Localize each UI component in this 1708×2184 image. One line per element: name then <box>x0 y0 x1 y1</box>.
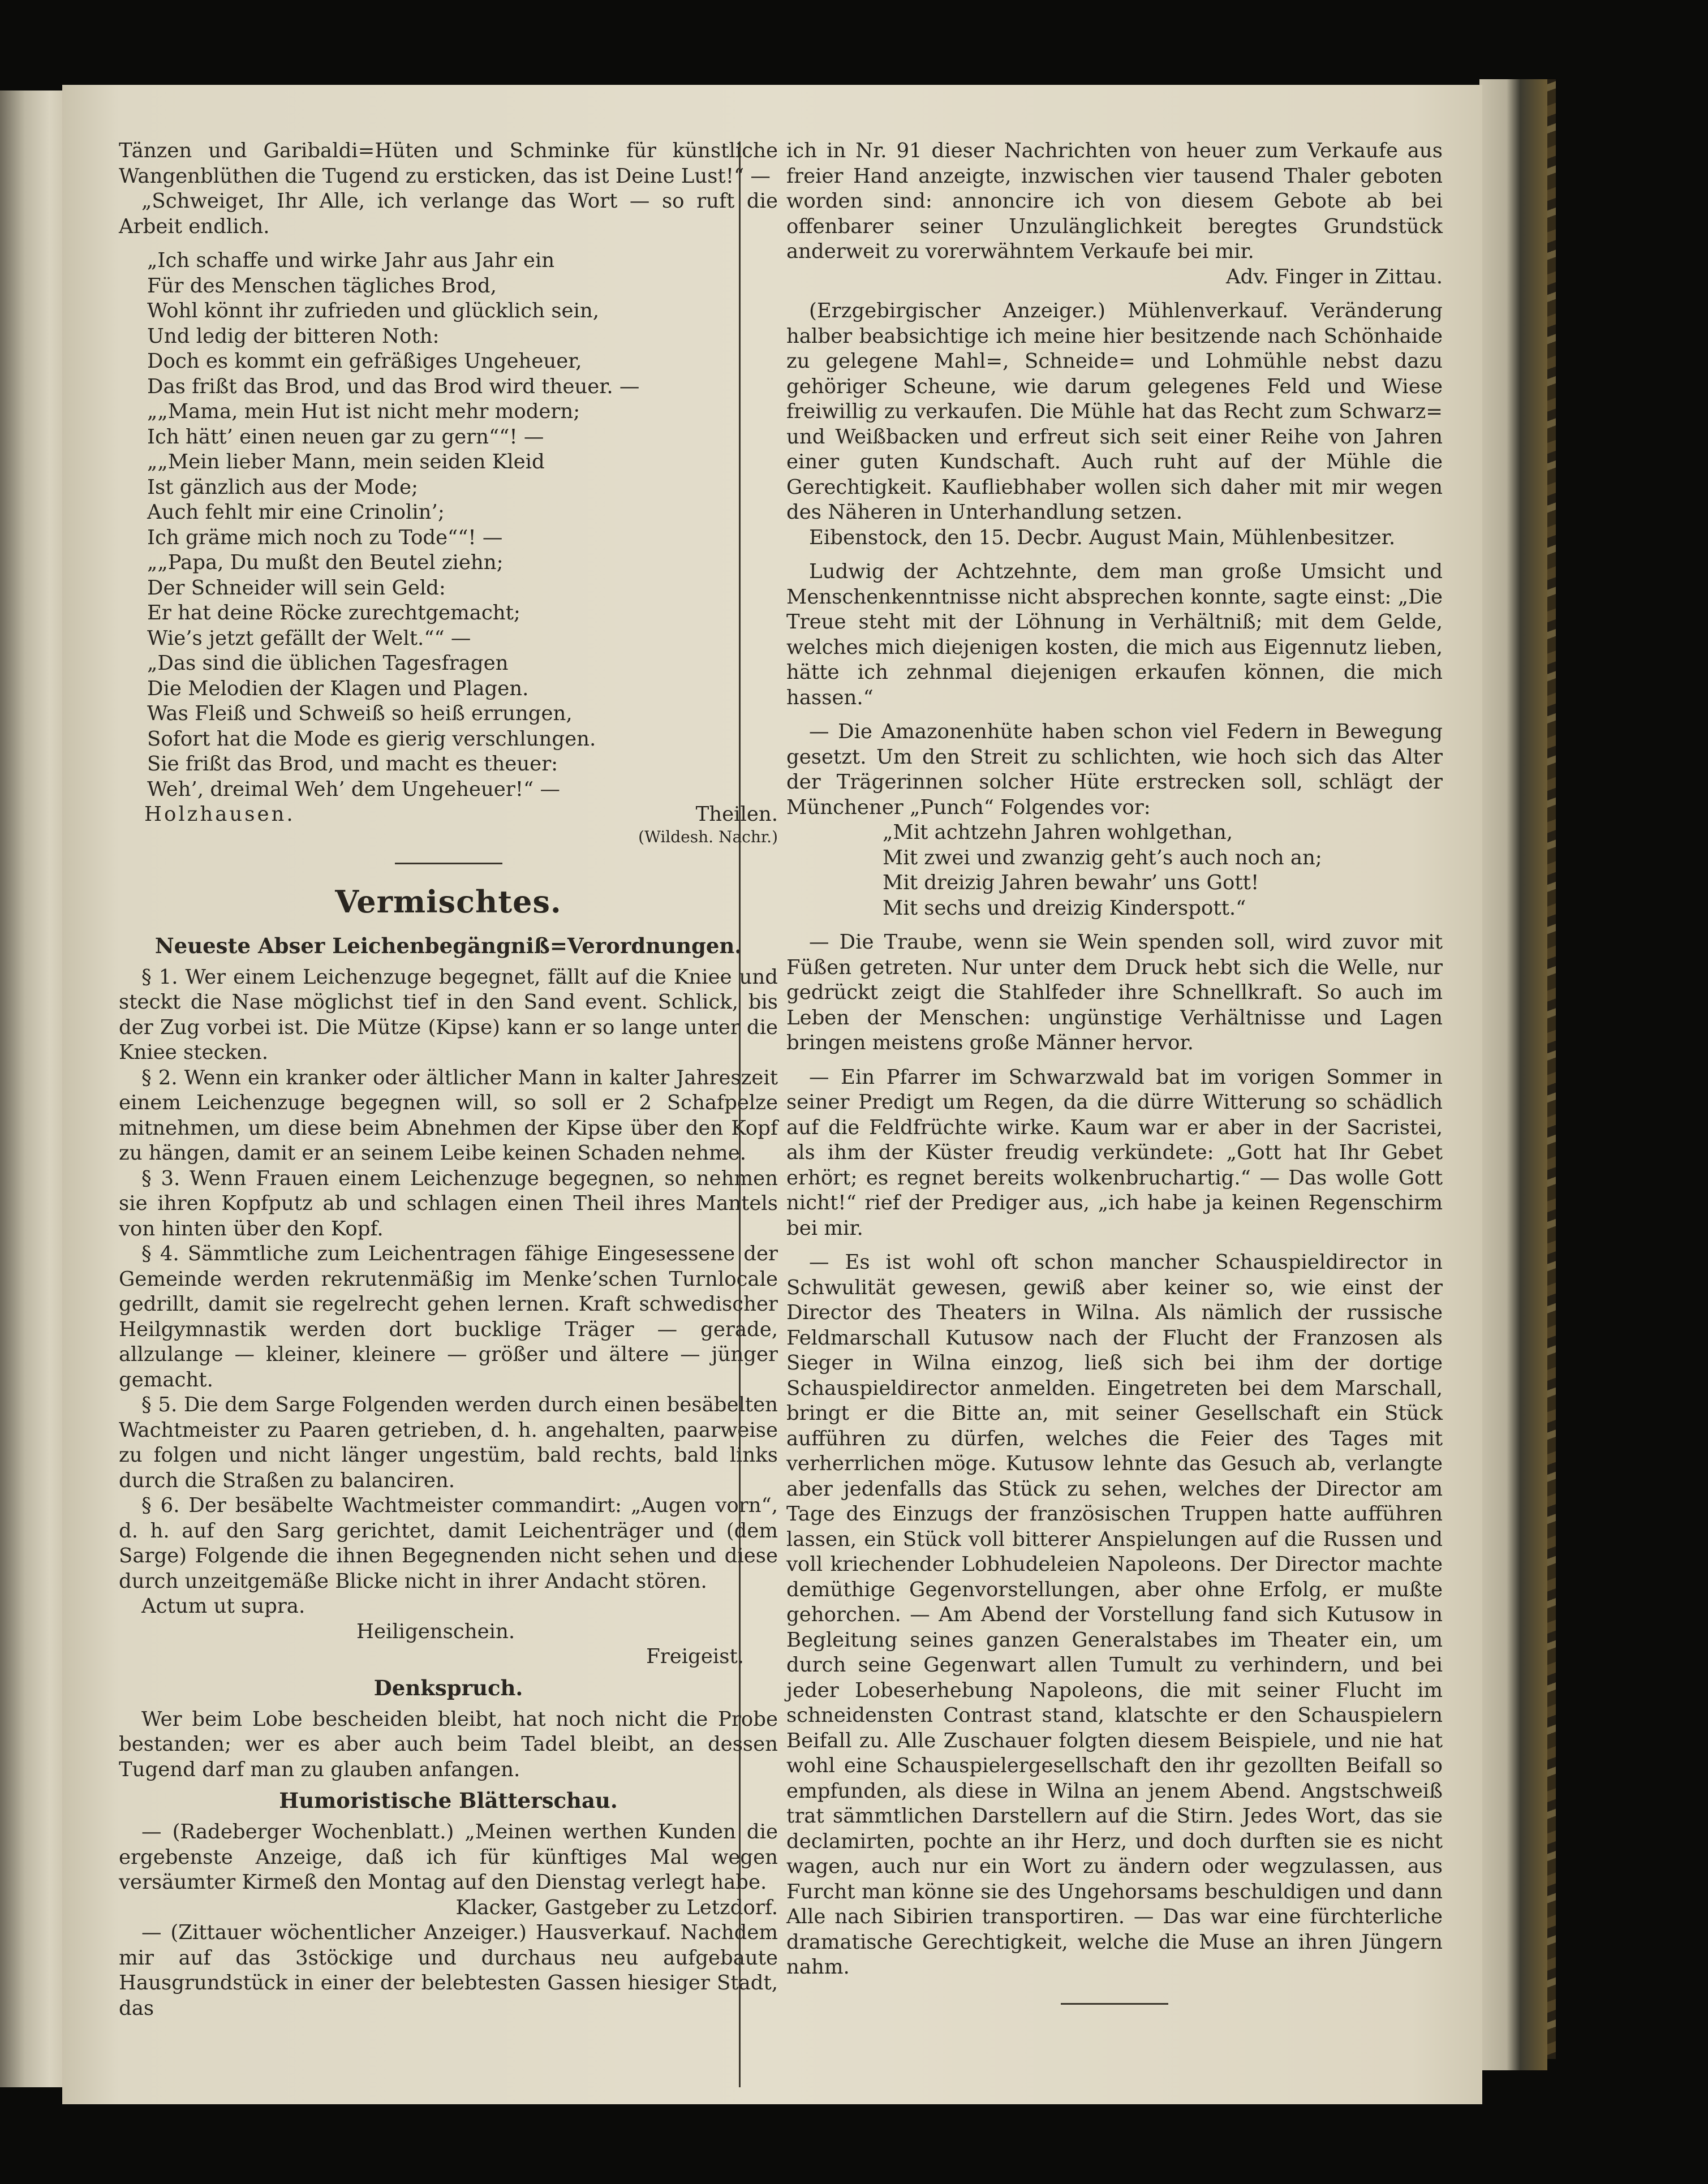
poem-line: Auch fehlt mir eine Crinolin’; <box>147 501 445 524</box>
article-paragraph: — (Zittauer wöchentlicher Anzeiger.) Hausverkauf. Nachdem mir auf das 3stöckige und durchaus neu aufgebaute Hausgrundstück in einer der belebtesten Gassen hiesiger Stadt, das <box>119 1921 778 2020</box>
poem-line: Das frißt das Brod, und das Brod wird theuer. — <box>147 374 640 398</box>
poem-line: Was Fleiß und Schweiß so heiß errungen, <box>147 702 573 725</box>
poem-line: „Das sind die üblichen Tagesfragen <box>147 652 509 675</box>
poem-line: Mit sechs und dreizig Kinderspott.“ <box>883 896 1246 920</box>
page-edges-right <box>1479 79 1547 2070</box>
article-paragraph: ich in Nr. 91 dieser Nachrichten von heuer zum Verkaufe aus freier Hand anzeigte, inzwischen vier tausend Thaler geboten worden sind: annoncire ich von diesem Gebote ab bei offenbarer seiner Unzulänglichkeit beregtes Grundstück anderweit zu vorerwähntem Verkaufe bei mir. <box>786 139 1443 263</box>
poem-attribution <box>144 802 778 828</box>
section-title: Vermischtes. <box>335 883 562 920</box>
article-paragraph: § 6. Der besäbelte Wachtmeister commandirt: „Augen vorn“, d. h. auf den Sarg gerichtet, damit Leichenträger und (dem Sarge) Folgende die ihnen Begegnenden nicht sehen und diese durch unzeitgemäße Blicke nicht in ihrer Andacht stören. <box>119 1494 778 1593</box>
article-title: Neueste Abser Leichenbegängniß=Verordnungen. <box>154 933 742 958</box>
poem-author: Theilen. <box>695 803 778 826</box>
article-paragraph: § 3. Wenn Frauen einem Leichenzuge begegnen, so nehmen sie ihren Kopfputz ab und schlagen einen Theil ihres Mantels von hinten über den Kopf. <box>119 1166 778 1240</box>
article-paragraph: (Erzgebirgischer Anzeiger.) Mühlenverkauf. Veränderung halber beabsichtige ich meine hier besitzende nach Schönhaide zu gelegene Mahl=, Schneide= und Lohmühle nebst dazu gehöriger Scheune, wie darum gelegenes Feld und Wiese freiwillig zu verkaufen. Die Mühle hat das Recht zum Schwarz= und Weißbacken und erfreut sich seit einer Reihe von Jahren einer guten Kundschaft. Auch ruht auf der Mühle die Gerechtigkeit. Kaufliebhaber wollen sich daher mit mir wegen des Näheren in Unterhandlung setzen. <box>786 299 1443 524</box>
article-paragraph: Wer beim Lobe bescheiden bleibt, hat noch nicht die Probe bestanden; wer es aber auch beim Tadel bleibt, an dessen Tugend darf man zu glauben anfangen. <box>119 1707 778 1781</box>
poem-line: Ich hätt’ einen neuen gar zu gern““! — <box>147 425 544 449</box>
article-paragraph: § 4. Sämmtliche zum Leichentragen fähige Eingesessene der Gemeinde werden rekrutenmäßig im Menke’schen Turnlocale gedrillt, damit sie regelrecht gehen lernen. Kraft schwedischer Heilgymnastik werden dort bucklige Träger — gerade, allzulange — kleiner, kleinere — größer und ältere — jünger gemacht. <box>119 1242 778 1392</box>
signature: Klacker, Gastgeber zu Letzdorf. <box>455 1896 778 1919</box>
signature: Heiligenschein. <box>356 1619 515 1643</box>
poem-source: (Wildesh. Nachr.) <box>638 827 778 846</box>
article-paragraph: § 1. Wer einem Leichenzuge begegnet, fällt auf die Kniee und steckt die Nase möglichst tief in den Sand event. Schlick, bis der Zug vorbei ist. Die Mütze (Kipse) kann er so lange unter die Kniee stecken. <box>119 965 778 1064</box>
signature: Adv. Finger in Zittau. <box>1226 265 1443 288</box>
poem-line: Mit dreizig Jahren bewahr’ uns Gott! <box>883 871 1259 894</box>
left-column <box>119 139 778 2021</box>
poem-line: Mit zwei und zwanzig geht’s auch noch an; <box>883 846 1322 869</box>
poem-line: Wie’s jetzt gefällt der Welt.““ — <box>147 626 471 650</box>
poem-line: Für des Menschen tägliches Brod, <box>147 274 497 298</box>
section-rule <box>395 863 502 864</box>
poem-line: Ist gänzlich aus der Mode; <box>147 475 418 499</box>
article-paragraph: Ludwig der Achtzehnte, dem man große Umsicht und Menschenkenntnisse nicht absprechen konnte, sagte einst: „Die Treue steht mit der Löhnung in Verhältniß; mit dem Gelde, welches mich diejenigen kosten, die mich aus Eigennutz lieben, hätte ich zehnmal diejenigen erkaufen können, die mich hassen.“ <box>786 560 1443 709</box>
poem-line: Wohl könnt ihr zufrieden und glücklich sein, <box>147 299 600 322</box>
poem-line: „„Mein lieber Mann, mein seiden Kleid <box>147 450 545 473</box>
article-paragraph: — Ein Pfarrer im Schwarzwald bat im vorigen Sommer in seiner Predigt um Regen, da die dürre Witterung so schädlich auf die Feldfrüchte wirke. Kaum war er aber in der Sacristei, als ihm der Küster freudig verkündete: „Gott hat Ihr Gebet erhört; es regnet bereits wolkenbruchartig.“ — Das wolle Gott nicht!“ rief der Prediger aus, „ich habe ja keinen Regenschirm bei mir. <box>786 1065 1443 1240</box>
poem-line: Doch es kommt ein gefräßiges Ungeheuer, <box>147 350 582 373</box>
poem-line: Sofort hat die Mode es gierig verschlungen. <box>147 727 596 751</box>
poem-line: Und ledig der bitteren Noth: <box>147 324 440 348</box>
book-spine-left-page-edge <box>0 91 62 2087</box>
poem-line: Die Melodien der Klagen und Plagen. <box>147 677 529 700</box>
poem-line: Der Schneider will sein Geld: <box>147 576 446 600</box>
article-paragraph: — Die Traube, wenn sie Wein spenden soll, wird zuvor mit Füßen getreten. Nur unter dem Druck hebt sich die Welle, nur gedrückt zeigt die Stahlfeder ihre Schnellkraft. So auch im Leben der Menschen: ungünstige Verhältnisse und Lagen bringen meistens große Männer hervor. <box>786 931 1443 1054</box>
poem-line: „Ich schaffe und wirke Jahr aus Jahr ein <box>147 249 555 272</box>
article-paragraph: — Die Amazonenhüte haben schon viel Federn in Bewegung gesetzt. Um den Streit zu schlichten, wie hoch sich das Alter der Trägerinnen solcher Hüte erstrecken soll, schlägt der Münchener „Punch“ Folgendes vor: <box>786 720 1443 819</box>
article-paragraph: — (Radeberger Wochenblatt.) „Meinen werthen Kunden die ergebenste Anzeige, daß ich für künftiges Mal wegen versäumter Kirmeß den Montag auf den Dienstag verlegt habe. <box>119 1820 778 1894</box>
newspaper-page <box>62 85 1482 2104</box>
poem-line: „Mit achtzehn Jahren wohlgethan, <box>883 821 1233 844</box>
right-column <box>786 139 1443 2024</box>
poem-line: Er hat deine Röcke zurechtgemacht; <box>147 601 520 624</box>
intro-text: Tänzen und Garibaldi=Hüten und Schminke für künstliche Wangenblüthen die Tugend zu ersticken, das ist Deine Lust!“ — <box>119 139 778 188</box>
poem-line: „„Papa, Du mußt den Beutel ziehn; <box>147 551 504 574</box>
end-rule <box>1061 2003 1168 2005</box>
article-title: Denkspruch. <box>373 1675 523 1700</box>
article-title: Humoristische Blätterschau. <box>279 1788 618 1813</box>
article-paragraph: — Es ist wohl oft schon mancher Schauspieldirector in Schwulität gewesen, gewiß aber keiner so, wie einst der Director des Theaters in Wilna. Als nämlich der russische Feldmarschall Kutusow nach der Flucht der Franzosen als Sieger in Wilna einzog, ließ sich bei ihm der dortige Schauspieldirector anmelden. Eingetreten bei dem Marschall, bringt er die Bitte an, mit seiner Gesellschaft ein Stück aufführen zu dürfen, welches die Feier des Tages mit verherrlichen möge. Kutusow lehnte das Gesuch ab, verlangte aber jedenfalls das Stück zu sehen, welches der Director am Tage des Einzugs der französischen Truppen hatte aufführen lassen, ein Stück voll bitterer Anspielungen auf die Russen und voll kriechender Lobhudeleien Napoleons. Der Director machte demüthige Gegenvorstellungen, aber ohne Erfolg, er mußte gehorchen. — Am Abend der Vorstellung fand sich Kutusow in Begleitung seines ganzen Generalstabes im Theater ein, um durch seine Gegenwart allen Tumult zu verhindern, und bei jeder Lobeserhebung Napoleons, die mit seiner Flucht im schneidensten Contrast stand, klatschte er den Schauspielern Beifall zu. Alle Zuschauer folgten diesem Beispiele, und nie hat wohl eine Schauspielergesellschaft den ihr gezollten Beifall so empfunden, als diese in Wilna an jenem Abend. Angstschweiß trat sämmtlichen Darstellern auf die Stirn. Jedes Wort, das sie declamirten, pochte an ihr Herz, und doch durften sie es nicht wagen, auch nur ein Wort zu ändern oder wegzulassen, aus Furcht man könne sie des Ungehorsams beschuldigen und dann Alle nach Sibirien transportiren. — Das war eine fürchterliche dramatische Gerechtigkeit, welche die Muse an ihren Jüngern nahm. <box>786 1251 1443 1979</box>
article-paragraph: § 2. Wenn ein kranker oder ältlicher Mann in kalter Jahreszeit einem Leichenzuge begegnen will, so soll er 2 Schafpelze mitnehmen, um diese beim Abnehmen der Kipse über den Kopf zu hängen, damit er an seinem Leibe keinen Schaden nehme. <box>119 1066 778 1165</box>
poem-line: Weh’, dreimal Weh’ dem Ungeheuer!“ — <box>147 777 560 801</box>
signature: Freigeist. <box>646 1645 744 1668</box>
poem-place: Holzhausen. <box>144 803 295 826</box>
poem <box>883 820 1443 921</box>
poem <box>147 248 778 802</box>
actum-line: Actum ut supra. <box>141 1595 306 1618</box>
signature: Eibenstock, den 15. Decbr. August Main, Mühlenbesitzer. <box>809 525 1396 549</box>
poem-line: „„Mama, mein Hut ist nicht mehr modern; <box>147 400 580 423</box>
poem-line: Sie frißt das Brod, und macht es theuer: <box>147 752 558 776</box>
intro-text: „Schweiget, Ihr Alle, ich verlange das Wort — so ruft die Arbeit endlich. <box>119 189 778 238</box>
article-paragraph: § 5. Die dem Sarge Folgenden werden durch einen besäbelten Wachtmeister zu Paaren getrieben, d. h. angehalten, paarweise zu folgen und nicht länger ungestüm, bald rechts, bald links durch die Straßen zu balanciren. <box>119 1393 778 1492</box>
poem-line: Ich gräme mich noch zu Tode““! — <box>147 525 503 549</box>
